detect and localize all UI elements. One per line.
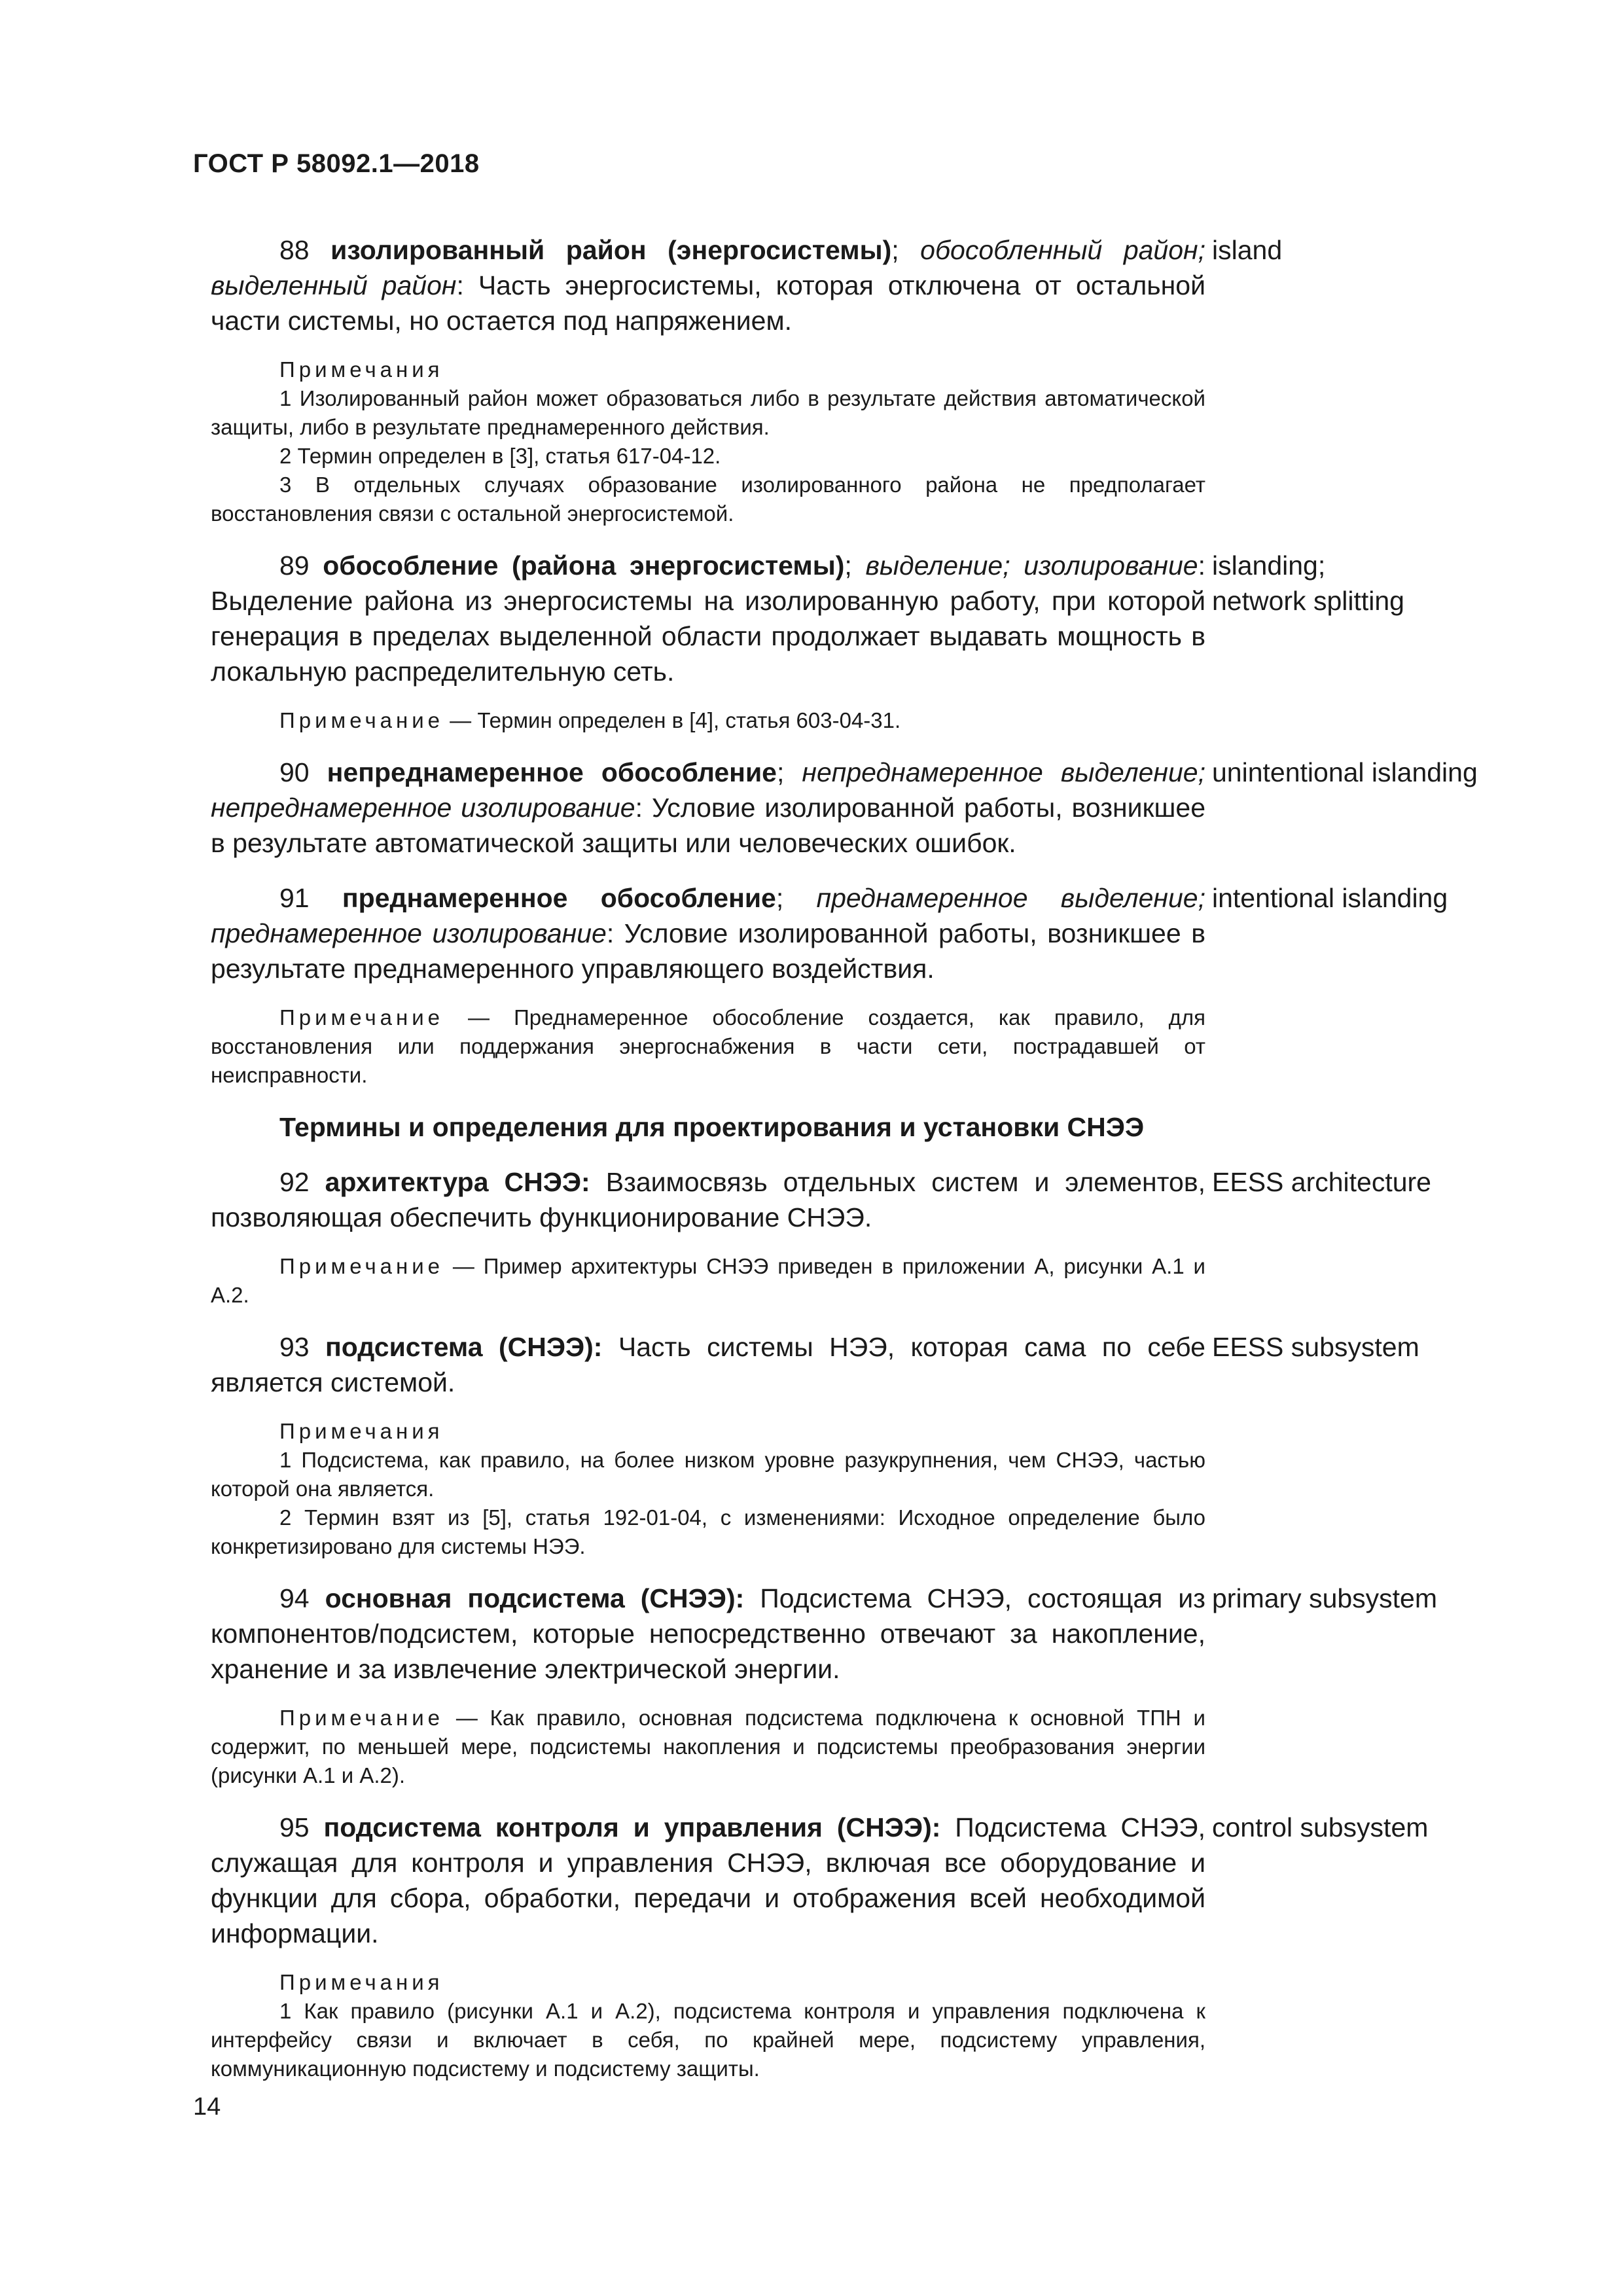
term-name: преднамеренное обособление (342, 883, 776, 913)
term-name: основная подсистема (СНЭЭ): (325, 1583, 745, 1613)
document-body (211, 232, 1478, 2083)
english-equivalent: primary subsystem (1212, 1583, 1438, 1613)
term-definition (211, 232, 1205, 338)
note-label: Примечание (279, 1005, 444, 1030)
english-equivalent: control subsystem (1212, 1812, 1429, 1842)
term-definition (211, 880, 1205, 986)
term-entry-92 (211, 1164, 1431, 1310)
term-entry-93 (211, 1329, 1419, 1561)
note-item: 2 Термин взят из [5], статья 192-01-04, с изменениями: Исходное определение было конкретизировано для системы НЭЭ. (211, 1505, 1205, 1558)
definition-text: Часть системы НЭЭ, которая сама по себе является системой. (211, 1332, 1205, 1397)
term-number: 91 (279, 883, 310, 913)
separator: : (606, 918, 624, 948)
term-name: подсистема контроля и управления (СНЭЭ): (323, 1812, 941, 1842)
term-definition (211, 755, 1205, 861)
term-entry-90 (211, 755, 1478, 861)
english-line: islanding; (1212, 550, 1326, 581)
document-header: ГОСТ Р 58092.1—2018 (193, 149, 480, 178)
term-number: 88 (279, 235, 310, 265)
term-name: обособление (района энергосистемы) (323, 550, 845, 581)
note-label: Примечание (279, 708, 444, 732)
term-entry-88 (211, 232, 1283, 528)
note-item: 2 Термин определен в [3], статья 617-04-12. (279, 444, 721, 468)
definition-text: Условие изолированной работы, возникшее в результате преднамеренного управляющего воздействия. (211, 918, 1205, 984)
term-number: 93 (279, 1332, 310, 1362)
definition-text: Условие изолированной работы, возникшее в результате автоматической защиты или человеческих ошибок. (211, 793, 1205, 858)
term-synonyms: обособленный район; выделенный район (211, 235, 1205, 300)
term-number: 90 (279, 757, 310, 787)
term-definition (211, 1164, 1205, 1235)
note-item: 3 В отдельных случаях образование изолированного района не предполагает восстановления связи с остальной энергосистемой. (211, 473, 1205, 526)
page-number: 14 (193, 2093, 221, 2121)
term-synonyms: преднамеренное выделение; преднамеренное изолирование (211, 883, 1205, 948)
separator: ; (776, 757, 802, 787)
english-equivalent: EESS subsystem (1212, 1332, 1419, 1362)
english-equivalent: unintentional islanding (1212, 757, 1478, 787)
definition-text: Часть энергосистемы, которая отключена от остальной части системы, но остается под напряжением. (211, 270, 1205, 336)
english-equivalent (1212, 548, 1552, 619)
term-definition (211, 548, 1205, 689)
separator: : (456, 270, 478, 300)
term-definition (211, 1810, 1205, 1951)
definition-text: Взаимосвязь отдельных систем и элементов, позволяющая обеспечить функционирование СНЭЭ. (211, 1167, 1205, 1232)
section-title: Термины и определения для проектирования и установки СНЭЭ (279, 1112, 1145, 1142)
term-number: 94 (279, 1583, 310, 1613)
note-label: Примечание (279, 1254, 444, 1278)
term-entry-89 (211, 548, 1404, 735)
separator: ; (844, 550, 866, 581)
english-equivalent: intentional islanding (1212, 883, 1448, 913)
note-text: — Как правило, основная подсистема подключена к основной ТПН и содержит, по меньшей мере, подсистемы накопления и подсистемы преобразования энергии (рисунки А.1 и А.2). (211, 1706, 1205, 1787)
english-equivalent: EESS architecture (1212, 1167, 1431, 1197)
term-definition (211, 1329, 1205, 1400)
term-number: 89 (279, 550, 310, 581)
definition-text: Подсистема СНЭЭ, служащая для контроля и управления СНЭЭ, включая все оборудование и функции для сбора, обработки, передачи и отображения всей необходимой информации. (211, 1812, 1205, 1948)
term-name: непреднамеренное обособление (327, 757, 777, 787)
term-name: изолированный район (энергосистемы) (330, 235, 892, 265)
separator: : (635, 793, 652, 823)
term-entry-94 (211, 1581, 1438, 1790)
note-item: 1 Изолированный район может образоваться либо в результате действия автоматической защиты, либо в результате преднамеренного действия. (211, 386, 1205, 439)
english-line: network splitting (1212, 586, 1404, 616)
note-text: — Термин определен в [4], статья 603-04-31. (444, 708, 901, 732)
definition-text: Выделение района из энергосистемы на изолированную работу, при которой генерация в пределах выделенной области продолжает выдавать мощность в локальную распределительную сеть. (211, 586, 1205, 687)
notes-title: Примечания (279, 1419, 444, 1443)
term-number: 92 (279, 1167, 310, 1197)
note (211, 706, 1205, 735)
separator: : (1198, 550, 1205, 581)
term-entry-95 (211, 1810, 1429, 2083)
term-name: архитектура СНЭЭ: (325, 1167, 590, 1197)
english-equivalent: island (1212, 235, 1283, 265)
term-number: 95 (279, 1812, 310, 1842)
note (211, 1003, 1205, 1090)
term-entry-91 (211, 880, 1448, 1090)
note-item: 1 Как правило (рисунки А.1 и А.2), подсистема контроля и управления подключена к интерфейсу связи и включает в себя, по крайней мере, подсистему управления, коммуникационную подсистему и подсистему защиты. (211, 1999, 1205, 2081)
separator: ; (891, 235, 921, 265)
notes-title: Примечания (279, 1970, 444, 1994)
term-name: подсистема (СНЭЭ): (325, 1332, 603, 1362)
note-item: 1 Подсистема, как правило, на более низком уровне разукрупнения, чем СНЭЭ, частью которой она является. (211, 1448, 1205, 1501)
note (211, 1704, 1205, 1790)
separator: ; (776, 883, 817, 913)
note-text: — Преднамеренное обособление создается, как правило, для восстановления или поддержания энергоснабжения в части сети, пострадавшей от неисправности. (211, 1005, 1205, 1087)
term-definition (211, 1581, 1205, 1687)
term-synonyms: непреднамеренное выделение; непреднамеренное изолирование (211, 757, 1205, 823)
note (211, 1252, 1205, 1310)
note-label: Примечание (279, 1706, 444, 1730)
notes-title: Примечания (279, 357, 444, 382)
term-synonyms: выделение; изолирование (865, 550, 1198, 581)
note-text: — Пример архитектуры СНЭЭ приведен в приложении А, рисунки А.1 и А.2. (211, 1254, 1205, 1307)
definition-text: Подсистема СНЭЭ, состоящая из компонентов/подсистем, которые непосредственно отвечают за накопление, хранение и за извлечение электрической энергии. (211, 1583, 1205, 1684)
